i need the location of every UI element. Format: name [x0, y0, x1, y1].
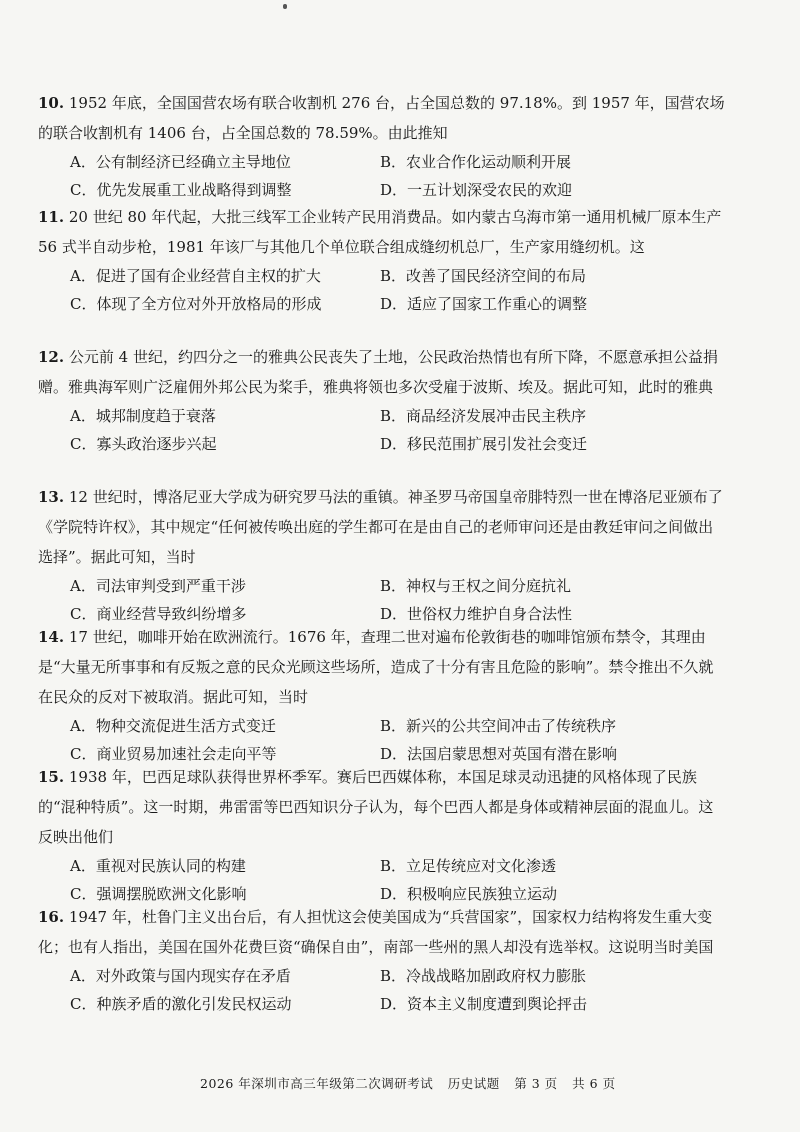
question-text: 1952 年底，全国国营农场有联合收割机 276 台，占全国总数的 97.18%。到 1957 年，国营农场的联合收割机有 1406 台，占全国总数的 78.59%。由此推知 [38, 94, 725, 142]
option-c: C．寡头政治逐步兴起 [70, 435, 217, 453]
question-number: 13. [38, 488, 65, 506]
question-number: 11. [38, 208, 65, 226]
footer-subject: 历史试题 [447, 1076, 500, 1091]
question-text: 20 世纪 80 年代起，大批三线军工企业转产民用消费品。如内蒙古乌海市第一通用机械厂原本生产 56 式半自动步枪，1981 年该厂与其他几个单位联合组成缝纫机总厂，生产家用缝纫机。这 [38, 208, 722, 256]
question-text: 公元前 4 世纪，约四分之一的雅典公民丧失了土地，公民政治热情也有所下降，不愿意承担公益捐赠。雅典海军则广泛雇佣外邦公民为桨手，雅典将领也多次受雇于波斯、埃及。据此可知，此时的雅典 [38, 348, 718, 396]
option-list [70, 572, 728, 628]
option-c: C．强调摆脱欧洲文化影响 [70, 885, 247, 903]
option-b: B．冷战战略加剧政府权力膨胀 [380, 967, 587, 985]
option-c: C．商业经营导致纠纷增多 [70, 605, 247, 623]
option-list [70, 402, 728, 458]
footer-exam-title: 2026 年深圳市高三年级第二次调研考试 [200, 1076, 434, 1091]
question-14 [38, 622, 728, 768]
question-number: 10. [38, 94, 65, 112]
question-number: 12. [38, 348, 65, 366]
question-stem [38, 482, 728, 572]
footer-page-number: 第 3 页 [514, 1076, 558, 1091]
option-b: B．立足传统应对文化渗透 [380, 857, 557, 875]
option-c: C．体现了全方位对外开放格局的形成 [70, 295, 322, 313]
option-a: A．公有制经济已经确立主导地位 [70, 153, 291, 171]
question-text: 1938 年，巴西足球队获得世界杯季军。赛后巴西媒体称，本国足球灵动迅捷的风格体现了民族的“混种特质”。这一时期，弗雷雷等巴西知识分子认为，每个巴西人都是身体或精神层面的混血儿。这反映出他们 [38, 768, 714, 846]
question-number: 15. [38, 768, 65, 786]
option-a: A．对外政策与国内现实存在矛盾 [70, 967, 291, 985]
question-number: 16. [38, 908, 65, 926]
option-d: D．适应了国家工作重心的调整 [380, 295, 588, 313]
question-stem [38, 762, 728, 852]
question-number: 14. [38, 628, 65, 646]
question-stem [38, 622, 728, 712]
option-list [70, 148, 728, 204]
scan-speck [283, 4, 287, 9]
option-a: A．城邦制度趋于衰落 [70, 407, 216, 425]
option-list [70, 962, 728, 1018]
option-b: B．改善了国民经济空间的布局 [380, 267, 587, 285]
question-text: 1947 年，杜鲁门主义出台后，有人担忧这会使美国成为“兵营国家”，国家权力结构将发生重大变化；也有人指出，美国在国外花费巨资“确保自由”，南部一些州的黑人却没有选举权。这说明当时美国 [38, 908, 714, 956]
option-b: B．农业合作化运动顺利开展 [380, 153, 572, 171]
question-11 [38, 202, 728, 318]
option-c: C．种族矛盾的激化引发民权运动 [70, 995, 292, 1013]
page-footer [200, 1074, 626, 1092]
question-stem [38, 902, 728, 962]
option-a: A．物种交流促进生活方式变迁 [70, 717, 276, 735]
option-b: B．新兴的公共空间冲击了传统秩序 [380, 717, 617, 735]
question-12 [38, 342, 728, 458]
footer-total-pages: 共 6 页 [572, 1076, 616, 1091]
option-b: B．神权与王权之间分庭抗礼 [380, 577, 572, 595]
option-b: B．商品经济发展冲击民主秩序 [380, 407, 587, 425]
option-list [70, 712, 728, 768]
option-list [70, 262, 728, 318]
question-text: 17 世纪，咖啡开始在欧洲流行。1676 年，查理二世对遍布伦敦街巷的咖啡馆颁布禁令，其理由是“大量无所事事和有反叛之意的民众光顾这些场所，造成了十分有害且危险的影响”。禁令推出不久就在民众的反对下被取消。据此可知，当时 [38, 628, 714, 706]
question-13 [38, 482, 728, 628]
question-stem [38, 202, 728, 262]
question-10 [38, 88, 728, 204]
option-list [70, 852, 728, 908]
option-c: C．优先发展重工业战略得到调整 [70, 181, 292, 199]
option-d: D．移民范围扩展引发社会变迁 [380, 435, 588, 453]
option-d: D．世俗权力维护自身合法性 [380, 605, 573, 623]
option-d: D．资本主义制度遭到舆论抨击 [380, 995, 588, 1013]
question-stem [38, 88, 728, 148]
option-a: A．促进了国有企业经营自主权的扩大 [70, 267, 321, 285]
option-d: D．积极响应民族独立运动 [380, 885, 558, 903]
question-stem [38, 342, 728, 402]
option-a: A．重视对民族认同的构建 [70, 857, 246, 875]
question-15 [38, 762, 728, 908]
option-d: D．一五计划深受农民的欢迎 [380, 181, 573, 199]
option-c: C．商业贸易加速社会走向平等 [70, 745, 277, 763]
question-16 [38, 902, 728, 1018]
question-text: 12 世纪时，博洛尼亚大学成为研究罗马法的重镇。神圣罗马帝国皇帝腓特烈一世在博洛尼亚颁布了《学院特许权》，其中规定“任何被传唤出庭的学生都可在是由自己的老师审问还是由教廷审问之间做出选择”。据此可知，当时 [38, 488, 723, 566]
option-a: A．司法审判受到严重干涉 [70, 577, 246, 595]
option-d: D．法国启蒙思想对英国有潜在影响 [380, 745, 618, 763]
